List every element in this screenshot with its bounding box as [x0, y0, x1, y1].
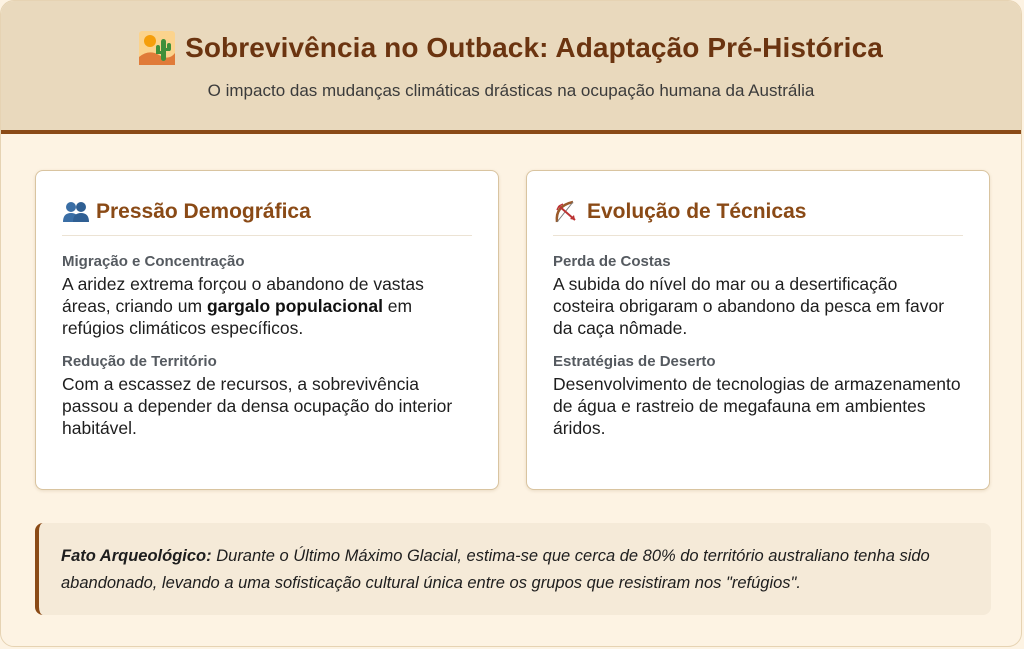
highlight-term: gargalo populacional — [206, 296, 383, 316]
card-demographic-pressure — [35, 170, 499, 490]
card-title: Pressão Demográfica — [96, 200, 311, 223]
card-header — [62, 197, 472, 236]
item-title: Perda de Costas — [553, 253, 671, 270]
header — [1, 1, 1021, 134]
fact-label: Fato Arqueológico: — [61, 547, 212, 565]
card-technique-evolution — [526, 170, 990, 490]
list-item — [62, 253, 472, 339]
card-title: Evolução de Técnicas — [587, 200, 807, 223]
card-body — [553, 253, 963, 453]
desert-cactus-icon — [139, 31, 175, 65]
bow-and-arrow-icon — [553, 200, 581, 224]
item-title: Redução de Território — [62, 353, 217, 370]
item-text: A subida do nível do mar ou a desertificação costeira obrigaram o abandono da pesca em favor da caça nômade. — [553, 274, 945, 338]
item-text-part: A aridez extrema forçou o abandono de vastas áreas, criando um — [62, 274, 424, 316]
archaeological-fact-box — [35, 523, 991, 615]
list-item — [553, 253, 963, 339]
card-body — [62, 253, 472, 453]
item-text: Desenvolvimento de tecnologias de armazenamento de água e rastreio de megafauna em ambientes áridos. — [553, 374, 961, 438]
list-item — [553, 353, 963, 439]
item-title: Migração e Concentração — [62, 253, 245, 270]
people-icon — [62, 200, 90, 224]
page-subtitle: O impacto das mudanças climáticas drásticas na ocupação humana da Austrália — [207, 81, 815, 100]
fact-text: Durante o Último Máximo Glacial, estima-se que cerca de 80% do território australiano tenha sido abandonado, levando a uma sofisticação cultural única entre os grupos que resistiram nos "refúgios". — [61, 547, 930, 592]
item-text-part: em refúgios climáticos específicos. — [62, 296, 413, 338]
page-title: Sobrevivência no Outback: Adaptação Pré-Histórica — [185, 32, 883, 63]
list-item — [62, 353, 472, 439]
title-row — [1, 31, 1021, 65]
item-title: Estratégias de Deserto — [553, 353, 716, 370]
item-text — [62, 273, 472, 339]
item-text: Com a escassez de recursos, a sobrevivência passou a depender da densa ocupação do interior habitável. — [62, 374, 453, 438]
card-header — [553, 197, 963, 236]
